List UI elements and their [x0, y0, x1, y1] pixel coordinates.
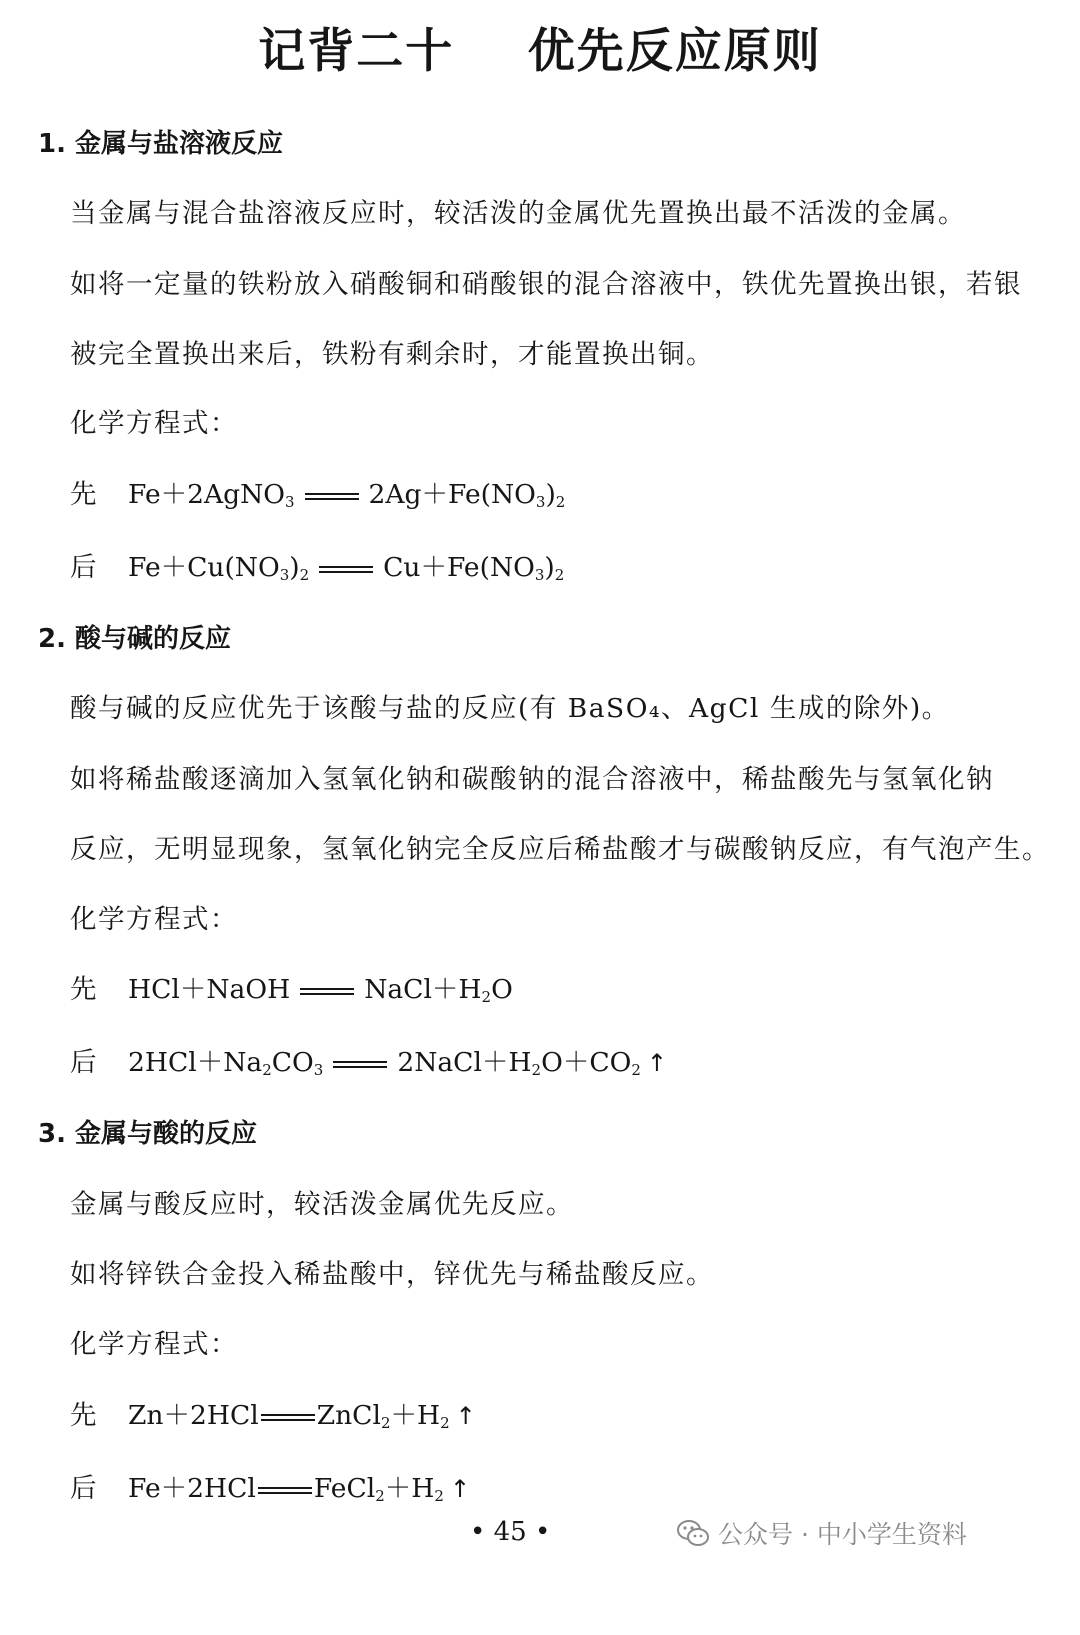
section-2-equation-1: 先 HCl＋NaOH $NaCl+H_2O$: [70, 974, 513, 1006]
gas-arrow-icon: ↑: [646, 1049, 667, 1077]
first-label: 先: [70, 1400, 97, 1431]
first-label: 先: [70, 479, 97, 510]
section-1-equation-label: 化学方程式：: [70, 408, 238, 439]
equals-sign: [258, 1487, 312, 1494]
equals-sign: [300, 988, 354, 995]
section-2-para-2-line-1: 如将稀盐酸逐滴加入氢氧化钠和碳酸钠的混合溶液中，稀盐酸先与氢氧化钠: [70, 764, 994, 795]
section-1-heading: 1. 金属与盐溶液反应: [38, 129, 284, 159]
later-label: 后: [70, 552, 97, 583]
wechat-icon: [676, 1518, 710, 1548]
watermark: [676, 1515, 967, 1551]
section-2-equation-2: 后 $2HCl+Na_2CO_3$ $2NaCl+H_2O+CO_2$ ↑: [70, 1047, 667, 1079]
section-1-equation-1: 先 Fe＋2AgNO$_3$ $2Ag+Fe(NO_3)_2$: [70, 479, 566, 511]
page-number: • 45 •: [470, 1517, 551, 1547]
section-3-heading: 3. 金属与酸的反应: [38, 1119, 258, 1149]
section-3-para-2: 如将锌铁合金投入稀盐酸中，锌优先与稀盐酸反应。: [70, 1259, 714, 1290]
later-label: 后: [70, 1047, 97, 1078]
section-3-equation-1: 先 Zn＋2HCl $ZnCl_2+H_2$ ↑: [70, 1400, 476, 1432]
first-label: 先: [70, 974, 97, 1005]
section-2-equation-label: 化学方程式：: [70, 904, 238, 935]
section-3-para-1: 金属与酸反应时，较活泼金属优先反应。: [70, 1189, 574, 1220]
gas-arrow-icon: ↑: [449, 1475, 471, 1503]
section-3-equation-label: 化学方程式：: [70, 1329, 238, 1360]
section-1-para-1: 当金属与混合盐溶液反应时，较活泼的金属优先置换出最不活泼的金属。: [70, 198, 966, 229]
section-1-para-2-line-2: 被完全置换出来后，铁粉有剩余时，才能置换出铜。: [70, 339, 714, 370]
section-2-para-1: 酸与碱的反应优先于该酸与盐的反应(有 BaSO₄、AgCl 生成的除外)。: [70, 693, 950, 724]
equals-sign: [261, 1414, 315, 1421]
section-2-para-2-line-2: 反应，无明显现象，氢氧化钠完全反应后稀盐酸才与碳酸钠反应，有气泡产生。: [70, 834, 1050, 865]
equals-sign: [333, 1061, 387, 1068]
gas-arrow-icon: ↑: [455, 1402, 476, 1430]
page-title: 记背二十 优先反应原则: [258, 24, 822, 79]
section-3-equation-2: 后 Fe＋2HCl $FeCl_2+H_2$ ↑: [70, 1473, 471, 1505]
section-1-para-2-line-1: 如将一定量的铁粉放入硝酸铜和硝酸银的混合溶液中，铁优先置换出银，若银: [70, 269, 1022, 300]
equals-sign: [319, 566, 373, 573]
equals-sign: [305, 493, 359, 500]
watermark-text: 公众号 · 中小学生资料: [718, 1520, 967, 1549]
section-1-equation-2: 后 $Fe+Cu(NO_3)_2$ $Cu+Fe(NO_3)_2$: [70, 552, 565, 584]
section-2-heading: 2. 酸与碱的反应: [38, 624, 232, 654]
later-label: 后: [70, 1473, 97, 1504]
